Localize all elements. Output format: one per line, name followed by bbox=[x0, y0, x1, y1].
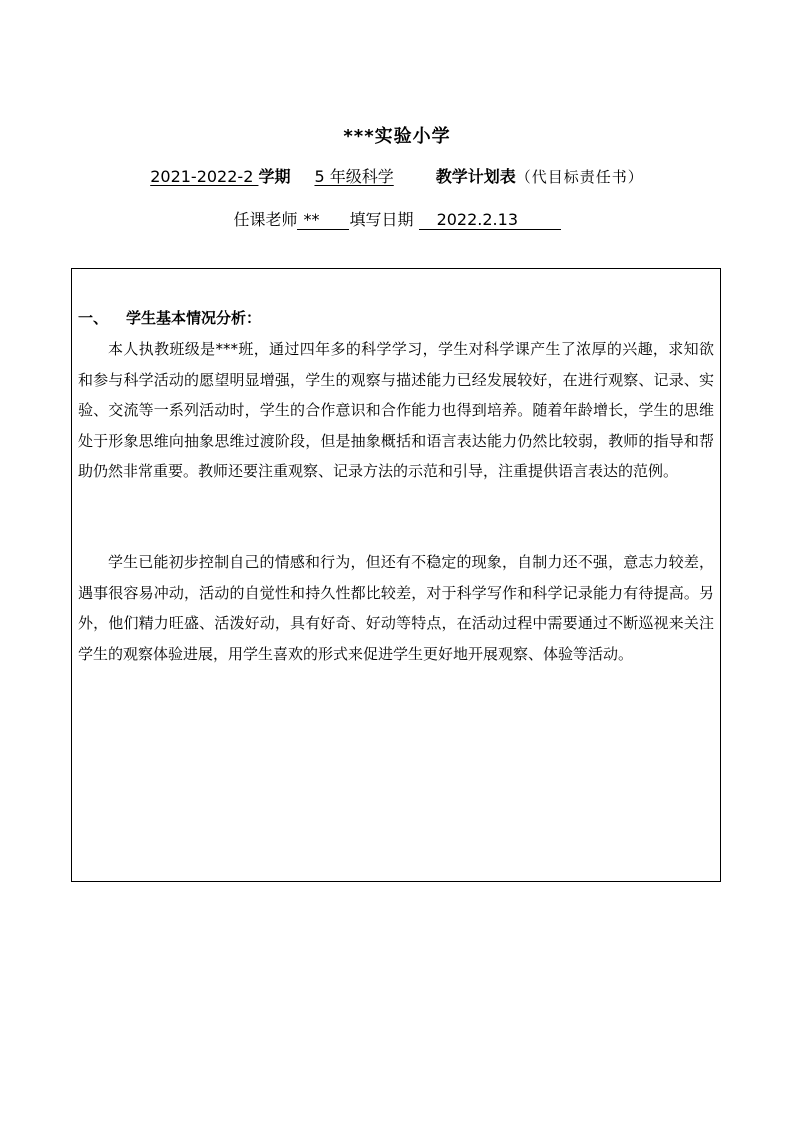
teacher-info-line bbox=[0, 207, 794, 230]
teacher-value: ** bbox=[297, 211, 349, 230]
grade-subject: 5 年级科学 bbox=[314, 167, 394, 186]
date-label: 填写日期 bbox=[349, 210, 414, 229]
section-heading bbox=[78, 307, 261, 328]
date-value: 2022.2.13 bbox=[419, 211, 561, 230]
section-number: 一、 bbox=[78, 309, 109, 327]
analysis-box bbox=[71, 268, 721, 882]
paragraph-student-behavior: 学生已能初步控制自己的情感和行为，但还有不稳定的现象，自制力还不强，意志力较差，遇事很容易冲动，活动的自觉性和持久性都比较差，对于科学写作和科学记录能力有待提高。另外，他们精力旺盛、活泼好动，具有好奇、好动等特点，在活动过程中需要通过不断巡视来关注学生的观察体验进展，用学生喜欢的形式来促进学生更好地开展观察、体验等活动。 bbox=[78, 553, 714, 663]
section-title: 学生基本情况分析： bbox=[126, 309, 262, 327]
plan-note: （代目标责任书） bbox=[515, 168, 644, 186]
teacher-label: 任课老师 bbox=[233, 210, 298, 229]
plan-title-line bbox=[0, 164, 794, 187]
school-name: ***实验小学 bbox=[343, 126, 451, 147]
paragraph-class-overview: 本人执教班级是***班，通过四年多的科学学习，学生对科学课产生了浓厚的兴趣，求知欲和参与科学活动的愿望明显增强，学生的观察与描述能力已经发展较好，在进行观察、记录、实验、交流等一系列活动时，学生的合作意识和合作能力也得到培养。随着年龄增长，学生的思维处于形象思维向抽象思维过渡阶段，但是抽象概括和语言表达能力仍然比较弱，教师的指导和帮助仍然非常重要。教师还要注重观察、记录方法的示范和引导，注重提供语言表达的范例。 bbox=[78, 340, 714, 480]
plan-title: 教学计划表 bbox=[435, 167, 516, 186]
term-suffix: 学期 bbox=[258, 167, 291, 186]
term-value: 2021-2022-2 bbox=[150, 167, 259, 186]
